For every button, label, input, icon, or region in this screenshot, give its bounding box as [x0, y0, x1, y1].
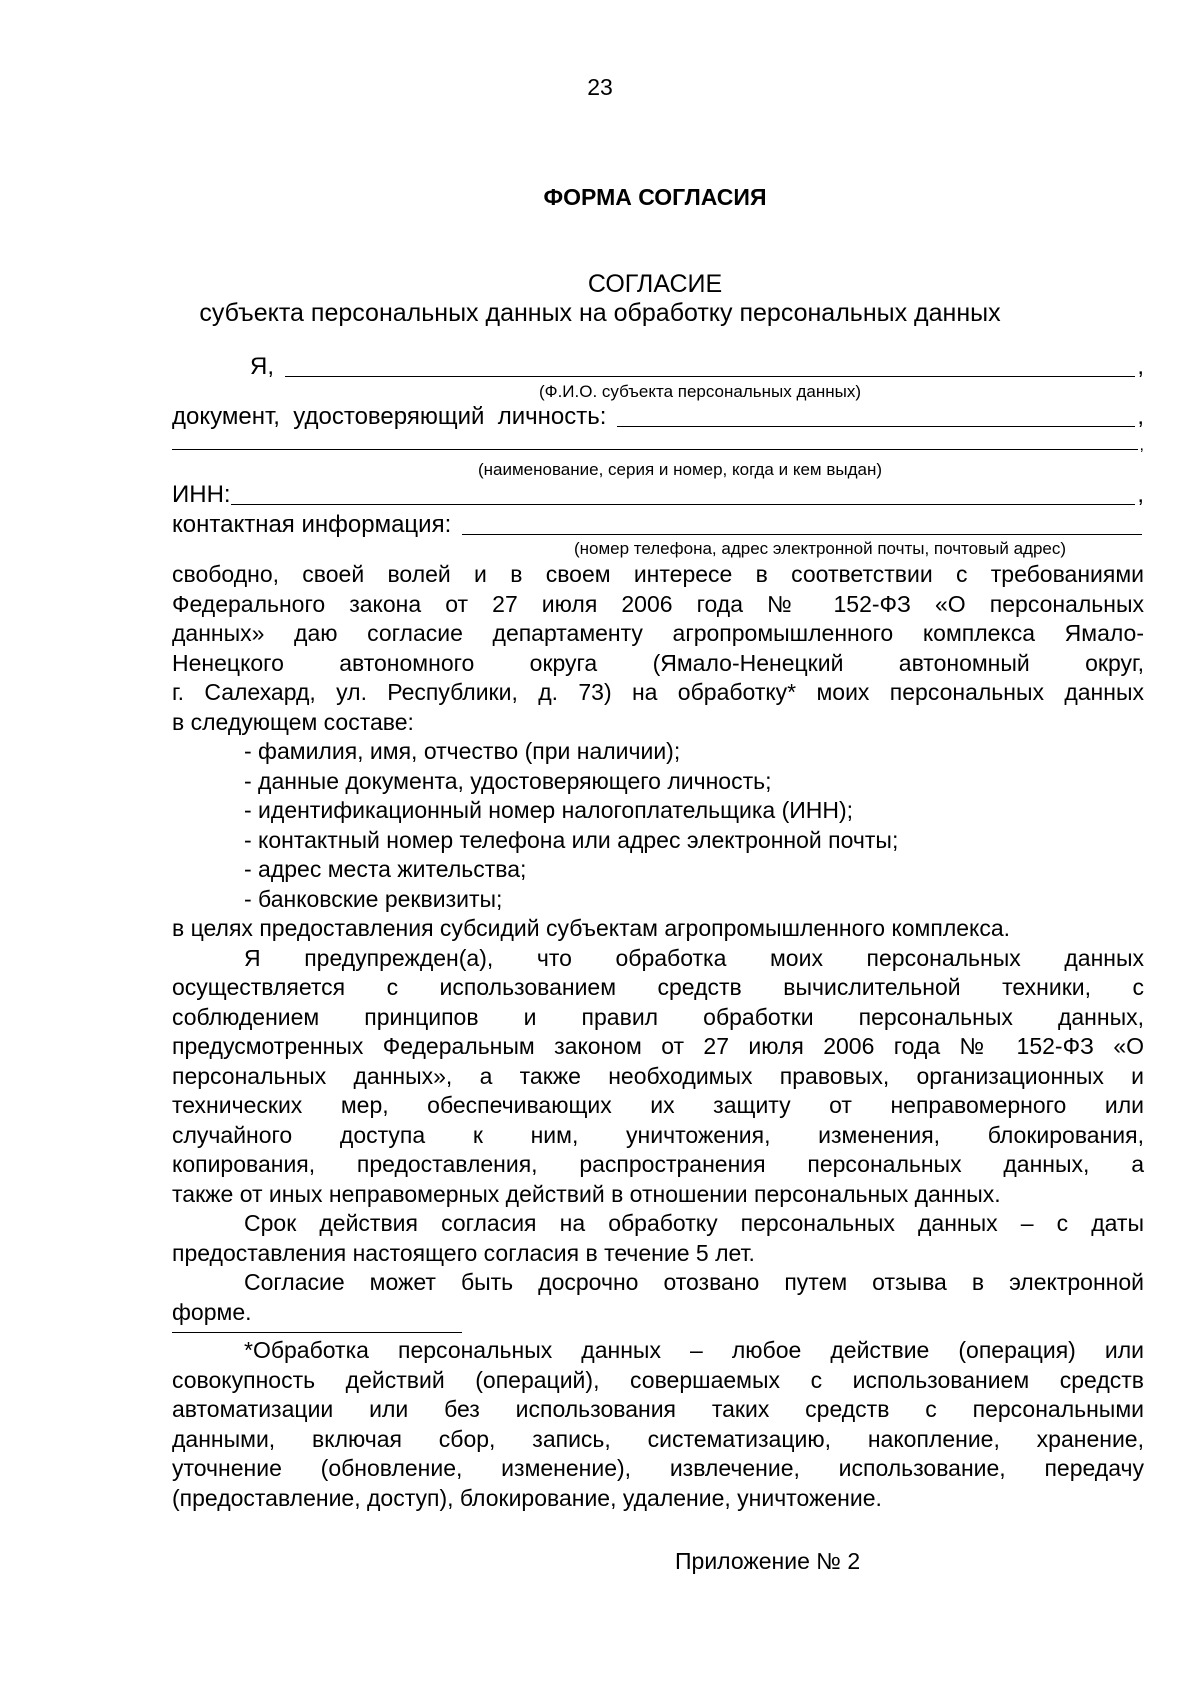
document-field-hint: (наименование, серия и номер, когда и кем выдан) [477, 460, 882, 479]
contact-field-hint: (номер телефона, адрес электронной почты, почтовый адрес) [573, 539, 1067, 558]
footnote-divider [172, 1332, 462, 1333]
purpose-line: в целях предоставления субсидий субъектам агропромышленного комплекса. [172, 915, 1011, 941]
warning-line: осуществляется с использованием средств вычислительной техники, с [172, 974, 1144, 1000]
term-line: предоставления настоящего согласия в течение 5 лет. [172, 1239, 755, 1266]
warning-line: также от иных неправомерных действий в отношении персональных данных. [172, 1180, 1001, 1207]
name-field-blank[interactable] [285, 356, 1136, 377]
inn-field-label: ИНН: [172, 481, 231, 508]
list-item: - контактный номер телефона или адрес электронной почты; [244, 826, 899, 853]
footnote-line: *Обработка персональных данных – любое действие (операция) или [244, 1337, 1144, 1363]
footnote [172, 1336, 1144, 1513]
warning-line: персональных данных», а также необходимых правовых, организационных и [172, 1062, 1144, 1089]
warning-line: случайного доступа к ним, уничтожения, изменения, блокирования, [172, 1121, 1144, 1148]
inn-field-row [172, 480, 1144, 510]
document-field-row [172, 402, 1144, 432]
warning-line: технических мер, обеспечивающих их защиту от неправомерного или [172, 1092, 1144, 1118]
heading-subtitle: субъекта персональных данных на обработку персональных данных [199, 299, 1001, 327]
consent-line: в следующем составе: [172, 708, 414, 735]
name-field-hint: (Ф.И.О. субъекта персональных данных) [538, 382, 861, 401]
footnote-line: совокупность действий (операций), совершаемых с использованием средств [172, 1366, 1144, 1393]
footnote-line: автоматизации или без использования таких средств с персональными [172, 1396, 1144, 1422]
revoke-line: Согласие может быть досрочно отозвано путем отзыва в электронной [244, 1269, 1144, 1295]
name-field-comma: , [1137, 353, 1144, 380]
appendix-label: Приложение № 2 [675, 1548, 861, 1574]
footnote-line: данными, включая сбор, запись, систематизацию, накопление, хранение, [172, 1425, 1144, 1452]
list-item: - идентификационный номер налогоплательщика (ИНН); [244, 797, 854, 823]
consent-line: Ненецкого автономного округа (Ямало-Ненецкий автономный округ, [172, 649, 1144, 676]
document-field-label: документ, удостоверяющий личность: [172, 403, 614, 430]
warning-line: соблюдением принципов и правил обработки персональных данных, [172, 1003, 1144, 1030]
revoke-line: форме. [172, 1298, 252, 1325]
name-field-row [250, 352, 1144, 382]
warning-line: копирования, предоставления, распространения персональных данных, а [172, 1151, 1144, 1177]
document-field-comma-2: , [1139, 437, 1144, 454]
consent-line: г. Салехард, ул. Республики, д. 73) на обработку* моих персональных данных [172, 679, 1144, 705]
inn-field-comma: , [1137, 481, 1144, 508]
consent-line: данных» даю согласие департаменту агропромышленного комплекса Ямало- [172, 620, 1144, 646]
list-item: - банковские реквизиты; [244, 885, 503, 912]
page-number: 23 [587, 74, 613, 100]
document-field-blank[interactable] [617, 406, 1135, 427]
term-line: Срок действия согласия на обработку персональных данных – с даты [244, 1210, 1144, 1236]
warning-line: Я предупрежден(а), что обработка моих персональных данных [244, 944, 1144, 971]
list-item: - данные документа, удостоверяющего личность; [244, 767, 772, 794]
document-field-comma: , [1137, 403, 1144, 430]
list-item: - фамилия, имя, отчество (при наличии); [244, 738, 681, 764]
contact-field-label: контактная информация: [172, 511, 458, 538]
consent-line: свободно, своей волей и в своем интересе в соответствии с требованиями [172, 561, 1144, 587]
footnote-line: уточнение (обновление, изменение), извлечение, использование, передачу [172, 1455, 1144, 1481]
document-field-row-2 [172, 432, 1144, 454]
document-field-blank-2[interactable] [172, 429, 1138, 450]
inn-field-blank[interactable] [231, 484, 1136, 505]
consent-paragraph [172, 560, 1144, 1327]
name-field-label: Я, [250, 353, 281, 380]
list-item: - адрес места жительства; [244, 856, 527, 882]
form-title: ФОРМА СОГЛАСИЯ [543, 184, 767, 210]
footnote-line: (предоставление, доступ), блокирование, удаление, уничтожение. [172, 1484, 882, 1511]
heading-title: СОГЛАСИЕ [587, 270, 723, 298]
contact-field-row [172, 510, 1144, 540]
contact-field-blank[interactable] [462, 514, 1142, 535]
document-heading [0, 270, 1200, 328]
consent-line: Федерального закона от 27 июля 2006 года № 152-ФЗ «О персональных [172, 590, 1144, 617]
warning-line: предусмотренных Федеральным законом от 27 июля 2006 года № 152-ФЗ «О [172, 1033, 1144, 1059]
